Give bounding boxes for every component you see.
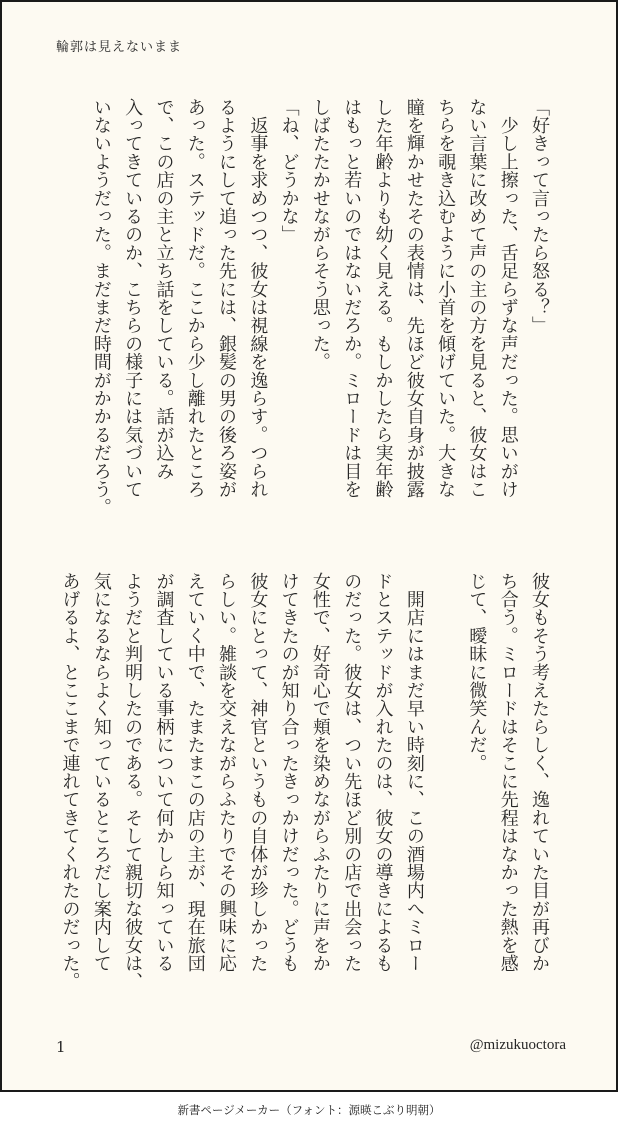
text-line: 返事を求めつつ、彼女は視線を逸らす。つられ [247,98,269,499]
text-line: いないようだった。まだまだ時間がかかるだろう。 [90,98,112,517]
generator-caption: 新書ページメーカー（フォント：源暎こぶり明朝） [177,1103,441,1117]
text-line: ドとステッドが入れたのは、彼女の導きによるも [372,572,394,973]
blank-line [430,572,461,1002]
text-line: のだった。彼女は、つい先ほど別の店で出会った [341,572,363,973]
text-line: 女性で、好奇心で頬を染めながらふたりに声をか [309,572,331,973]
text-line: らしい。雑談を交えながらふたりでその興味に応 [216,572,238,973]
text-line: 「ね、どうかな」 [278,98,300,244]
text-line: ない言葉に改めて声の主の方を見ると、彼女はこ [466,98,488,499]
text-line: 瞳を輝かせたその表情は、先ほど彼女自身が披露 [403,98,425,499]
text-line: あった。ステッドだ。ここから少し離れたところ [184,98,206,499]
text-line: 入ってきているのか、こちらの様子には気づいて [122,98,144,499]
text-line: した年齢よりも幼く見える。もしかしたら実年齢 [372,98,394,499]
text-line: はもっと若いのではないだろか。ミロードは目を [341,98,363,499]
text-line: 開店にはまだ早い時刻に、この酒場内へミロー [403,572,425,973]
text-line: けてきたのが知り合ったきっかけだった。どうも [278,572,300,973]
text-line: しばたたかせながらそう思った。 [309,98,331,371]
running-header: 輪郭は見えないまま [56,40,183,55]
text-line: あげるよ、とここまで連れてきてくれたのだった。 [59,572,81,991]
text-line: 少し上擦った、舌足らずな声だった。思いがけ [497,98,519,499]
text-line: 彼女もそう考えたらしく、逸れていた目が再びか [529,572,550,973]
text-line: ち合う。ミロードはそこに先程はなかった熱を感 [497,572,519,973]
text-block-upper [86,98,555,528]
text-line: ようだと判明したのである。そして親切な彼女は、 [122,572,144,991]
text-line: 「好きって言ったら怒る？」 [529,98,550,335]
text-line: ちらを覗き込むように小首を傾げていた。大きな [435,98,457,499]
text-line: るようにして追った先には、銀髪の男の後ろ姿が [216,98,238,499]
text-line: 気になるならよく知っているところだし案内して [90,572,112,973]
text-line: が調査している事柄について何かしら知っている [153,572,175,973]
text-line: じて、曖昧に微笑んだ。 [466,572,488,773]
text-line: 彼女にとって、神官というもの自体が珍しかった [247,572,269,973]
text-line: で、この店の主と立ち話をしている。話が込み [153,98,175,481]
text-line: えていく中で、たまたまこの店の主が、現在旅団 [184,572,206,973]
text-block-lower [54,572,555,1002]
author-handle: @mizukuoctora [469,1037,566,1053]
page-number: 1 [56,1038,66,1056]
